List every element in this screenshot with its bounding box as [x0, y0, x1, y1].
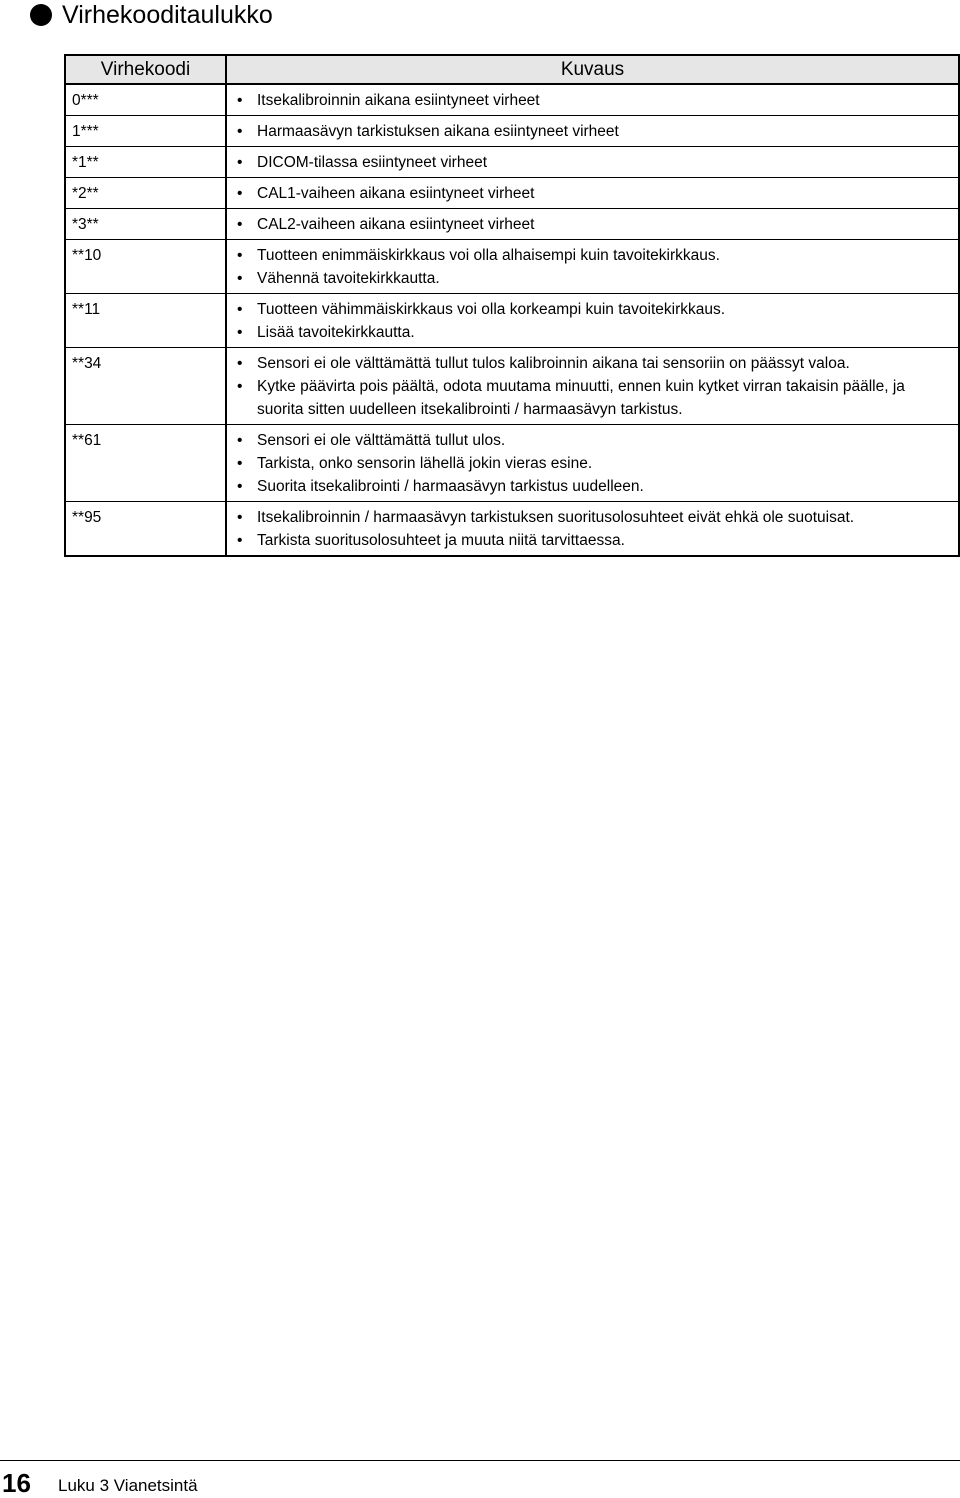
table-row [65, 178, 959, 209]
description-cell [226, 116, 959, 147]
description-list [233, 352, 952, 421]
description-cell [226, 502, 959, 557]
table-row [65, 425, 959, 502]
error-code-cell: **10 [65, 240, 226, 294]
table-row [65, 84, 959, 116]
description-list [233, 298, 952, 344]
table-header-row [65, 55, 959, 84]
description-list [233, 89, 952, 112]
description-cell [226, 84, 959, 116]
error-code-cell: **34 [65, 348, 226, 425]
description-item: • CAL2-vaiheen aikana esiintyneet virheet [233, 213, 952, 236]
error-code-table [64, 54, 960, 557]
description-cell [226, 178, 959, 209]
table-row [65, 502, 959, 557]
table-row [65, 147, 959, 178]
description-list [233, 151, 952, 174]
description-cell [226, 209, 959, 240]
description-item: • Sensori ei ole välttämättä tullut ulos. [233, 429, 952, 452]
table-body [65, 84, 959, 556]
table-row [65, 348, 959, 425]
column-header-code: Virhekoodi [65, 55, 226, 84]
description-item: • Tarkista suoritusolosuhteet ja muuta niitä tarvittaessa. [233, 529, 952, 552]
description-cell [226, 294, 959, 348]
error-code-cell: **11 [65, 294, 226, 348]
description-item: • Vähennä tavoitekirkkautta. [233, 267, 952, 290]
description-item: • Harmaasävyn tarkistuksen aikana esiintyneet virheet [233, 120, 952, 143]
error-code-cell: *1** [65, 147, 226, 178]
chapter-label: Luku 3 Vianetsintä [58, 1476, 198, 1495]
description-list [233, 429, 952, 498]
table-row [65, 209, 959, 240]
description-item: • Tuotteen vähimmäiskirkkaus voi olla korkeampi kuin tavoitekirkkaus. [233, 298, 952, 321]
column-header-description: Kuvaus [226, 55, 959, 84]
description-item: • Sensori ei ole välttämättä tullut tulos kalibroinnin aikana tai sensoriin on päässyt valoa. [233, 352, 952, 375]
description-item: • CAL1-vaiheen aikana esiintyneet virheet [233, 182, 952, 205]
footer-divider [0, 1460, 960, 1461]
error-code-cell: *3** [65, 209, 226, 240]
description-cell [226, 348, 959, 425]
section-heading [30, 0, 273, 30]
description-item: • Tuotteen enimmäiskirkkaus voi olla alhaisempi kuin tavoitekirkkaus. [233, 244, 952, 267]
filled-circle-bullet-icon [30, 4, 52, 26]
table-row [65, 240, 959, 294]
error-code-cell: *2** [65, 178, 226, 209]
description-cell [226, 240, 959, 294]
description-item: • Itsekalibroinnin / harmaasävyn tarkistuksen suoritusolosuhteet eivät ehkä ole suotuisat. [233, 506, 952, 529]
description-item: • Lisää tavoitekirkkautta. [233, 321, 952, 344]
description-cell [226, 425, 959, 502]
table-row [65, 116, 959, 147]
description-item: • Suorita itsekalibrointi / harmaasävyn tarkistus uudelleen. [233, 475, 952, 498]
description-cell [226, 147, 959, 178]
description-list [233, 244, 952, 290]
description-item: • Itsekalibroinnin aikana esiintyneet virheet [233, 89, 952, 112]
page-number: 16 [2, 1468, 31, 1498]
description-list [233, 506, 952, 552]
error-code-cell: 1*** [65, 116, 226, 147]
error-code-cell: **61 [65, 425, 226, 502]
description-item: • Kytke päävirta pois päältä, odota muutama minuutti, ennen kuin kytket virran takaisin päälle, ja suorita sitten uudelleen itsekalibrointi / harmaasävyn tarkistus. [233, 375, 952, 421]
table-row [65, 294, 959, 348]
section-title: Virhekooditaulukko [62, 1, 273, 29]
error-code-cell: **95 [65, 502, 226, 557]
description-item: • DICOM-tilassa esiintyneet virheet [233, 151, 952, 174]
description-item: • Tarkista, onko sensorin lähellä jokin vieras esine. [233, 452, 952, 475]
error-code-cell: 0*** [65, 84, 226, 116]
description-list [233, 213, 952, 236]
description-list [233, 120, 952, 143]
description-list [233, 182, 952, 205]
